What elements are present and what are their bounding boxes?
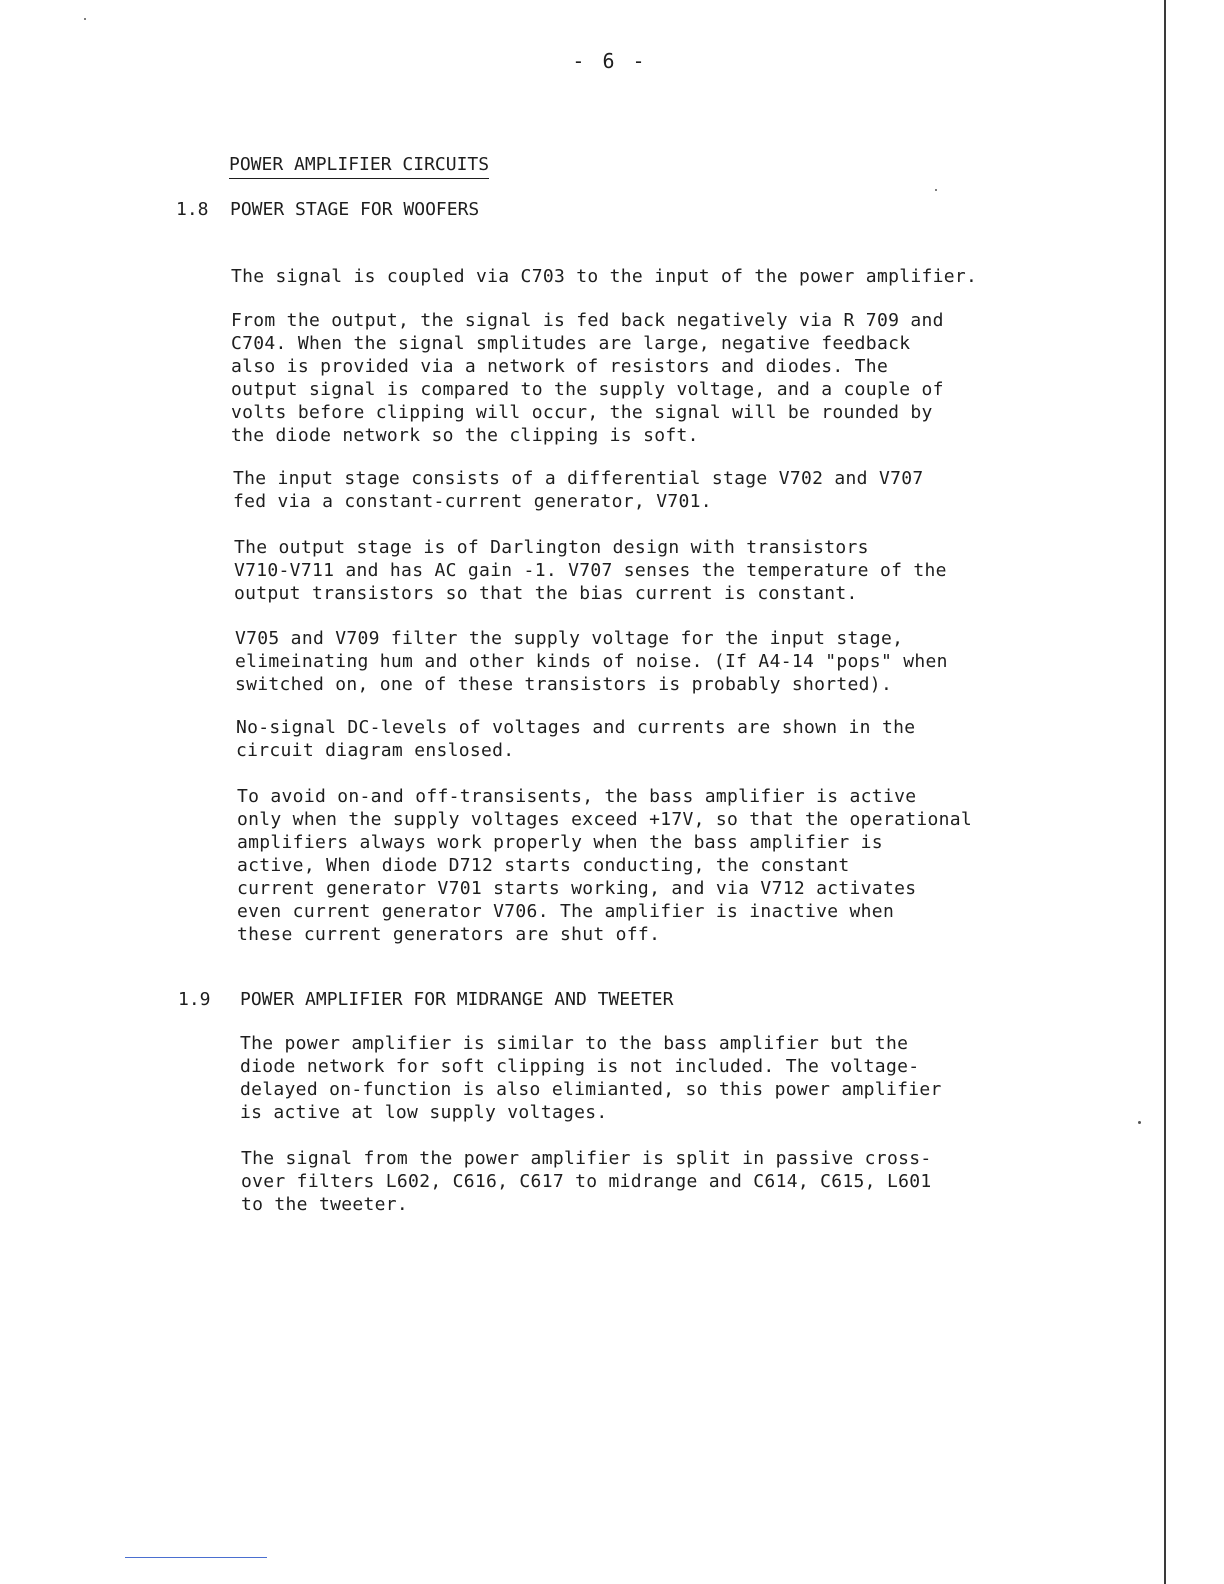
heading-number: 1.9: [178, 989, 211, 1010]
footnote-rule: [125, 1557, 267, 1558]
scan-speck: [1138, 1121, 1141, 1124]
paragraph-dc-levels: No-signal DC-levels of voltages and currents are shown in the circuit diagram enslosed.: [236, 717, 916, 761]
page-right-edge: [1164, 0, 1166, 1584]
heading-title: POWER STAGE FOR WOOFERS: [230, 199, 480, 220]
heading-number: 1.8: [176, 199, 209, 220]
section-title: POWER AMPLIFIER CIRCUITS: [229, 153, 489, 179]
paragraph-crossover: The signal from the power amplifier is split in passive cross- over filters L602, C616, C617 to midrange and C614, C615, L601 to the tweeter.: [241, 1148, 932, 1215]
page-number: - 6 -: [572, 49, 648, 73]
paragraph-output-stage: The output stage is of Darlington design with transistors V710-V711 and has AC gain -1. V707 senses the temperature of the output transistors so that the bias current is constant.: [234, 537, 947, 604]
heading-1-8: [176, 198, 479, 222]
paragraph-transients: To avoid on-and off-transisents, the bass amplifier is active only when the supply voltages exceed +17V, so that the operational amplifiers always work properly when the bass amplifier is active, When diode D712 starts conducting, the constant current generator V701 starts working, and via V712 activates even current generator V706. The amplifier is inactive when these current generators are shut off.: [237, 786, 973, 945]
scan-speck: [84, 18, 86, 20]
paragraph-input-stage: The input stage consists of a differential stage V702 and V707 fed via a constant-current generator, V701.: [233, 468, 924, 512]
heading-1-9: [178, 988, 673, 1012]
heading-title: POWER AMPLIFIER FOR MIDRANGE AND TWEETER: [240, 989, 674, 1010]
paragraph-midrange-amp: The power amplifier is similar to the bass amplifier but the diode network for soft clipping is not included. The voltage- delayed on-function is also elimianted, so this power amplifier is active at low supply voltages.: [240, 1033, 942, 1123]
scan-speck: [935, 189, 937, 191]
paragraph-feedback: From the output, the signal is fed back negatively via R 709 and C704. When the signal smplitudes are large, negative feedback also is provided via a network of resistors and diodes. The output signal is compared to the supply voltage, and a couple of volts before clipping will occur, the signal will be rounded by the diode network so the clipping is soft.: [231, 310, 944, 446]
paragraph-supply-filter: V705 and V709 filter the supply voltage for the input stage, elimeinating hum and other kinds of noise. (If A4-14 "pops" when switched on, one of these transistors is probably shorted).: [235, 628, 948, 695]
paragraph-signal-coupling: The signal is coupled via C703 to the input of the power amplifier.: [231, 266, 978, 287]
